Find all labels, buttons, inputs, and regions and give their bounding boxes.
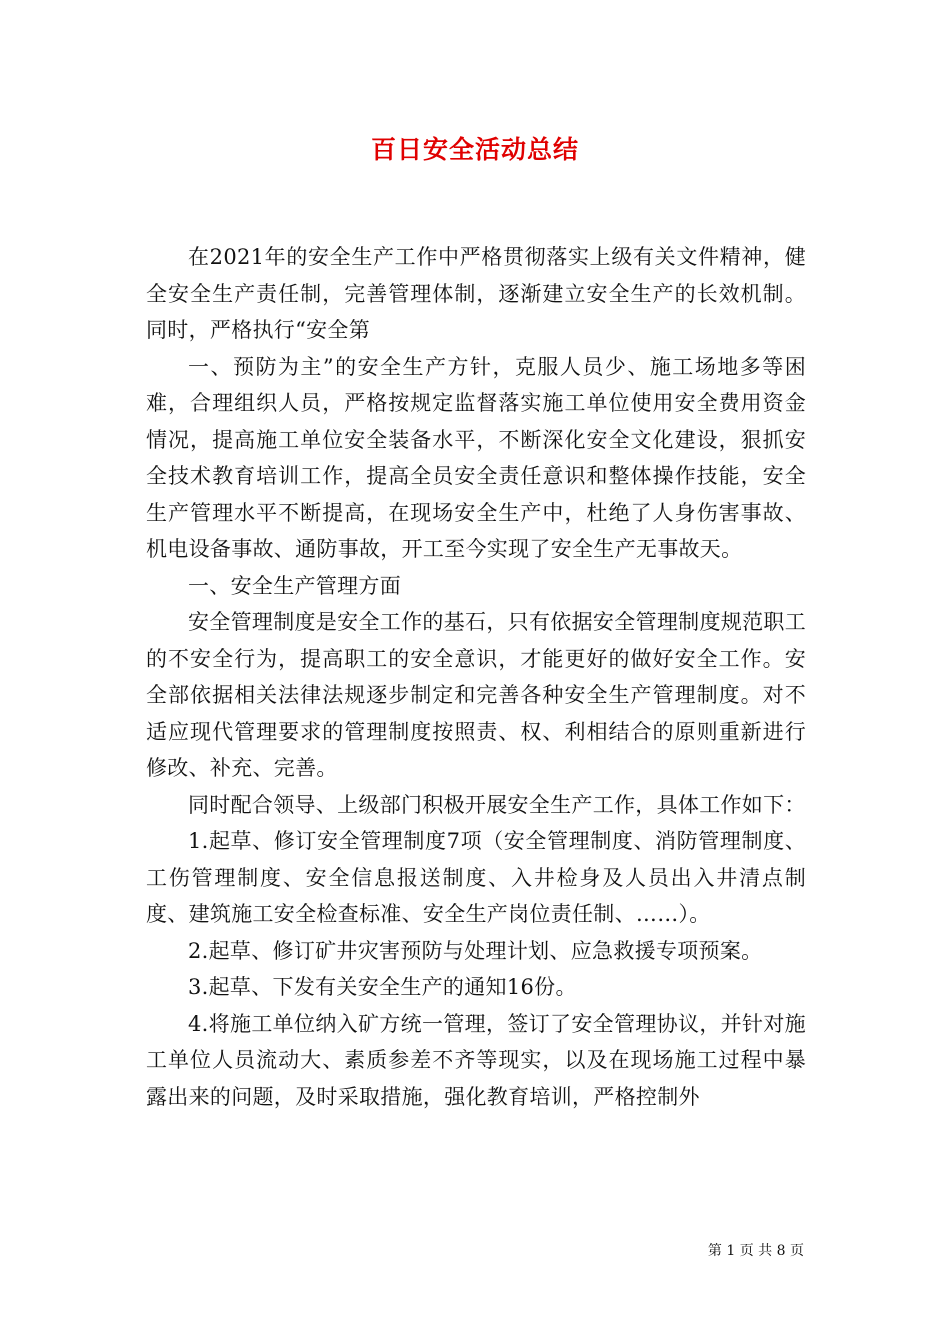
list-item-2: 2.起草、修订矿井灾害预防与处理计划、应急救援专项预案。 (188, 938, 763, 963)
paragraph-management: 安全管理制度是安全工作的基石，只有依据安全管理制度规范职工的不安全行为，提高职工的安全意识，才能更好的做好安全工作。安全部依据相关法律法规逐步制定和完善各种安全生产管理制度。对不适应现代管理要求的管理制度按照责、权、利相结合的原则重新进行修改、补充、完善。 (146, 610, 806, 780)
page-number: 第 1 页 共 8 页 (707, 1243, 804, 1259)
document-body (146, 239, 806, 1115)
paragraph-cooperation: 同时配合领导、上级部门积极开展安全生产工作，具体工作如下： (188, 792, 806, 817)
list-item-3: 3.起草、下发有关安全生产的通知16份。 (188, 975, 577, 999)
paragraph-policy: 一、预防为主”的安全生产方针，克服人员少、施工场地多等困难，合理组织人员，严格按规定监督落实施工单位使用安全费用资金情况，提高施工单位安全装备水平，不断深化安全文化建设，狠抓安全技术教育培训工作，提高全员安全责任意识和整体操作技能，安全生产管理水平不断提高，在现场安全生产中，杜绝了人身伤害事故、机电设备事故、通防事故，开工至今实现了安全生产无事故天。 (146, 354, 806, 561)
paragraph-intro: 在2021年的安全生产工作中严格贯彻落实上级有关文件精神，健全安全生产责任制，完善管理体制，逐渐建立安全生产的长效机制。同时，严格执行“安全第 (146, 245, 806, 342)
list-item-1: 1.起草、修订安全管理制度7项（安全管理制度、消防管理制度、工伤管理制度、安全信息报送制度、入井检身及人员出入井清点制度、建筑施工安全检查标准、安全生产岗位责任制、……）。 (146, 829, 806, 926)
document-title: 百日安全活动总结 (370, 135, 579, 164)
list-item-4: 4.将施工单位纳入矿方统一管理，签订了安全管理协议，并针对施工单位人员流动大、素质参差不齐等现实，以及在现场施工过程中暴露出来的问题，及时采取措施，强化教育培训，严格控制外 (146, 1011, 806, 1109)
section-heading: 一、安全生产管理方面 (188, 573, 401, 598)
